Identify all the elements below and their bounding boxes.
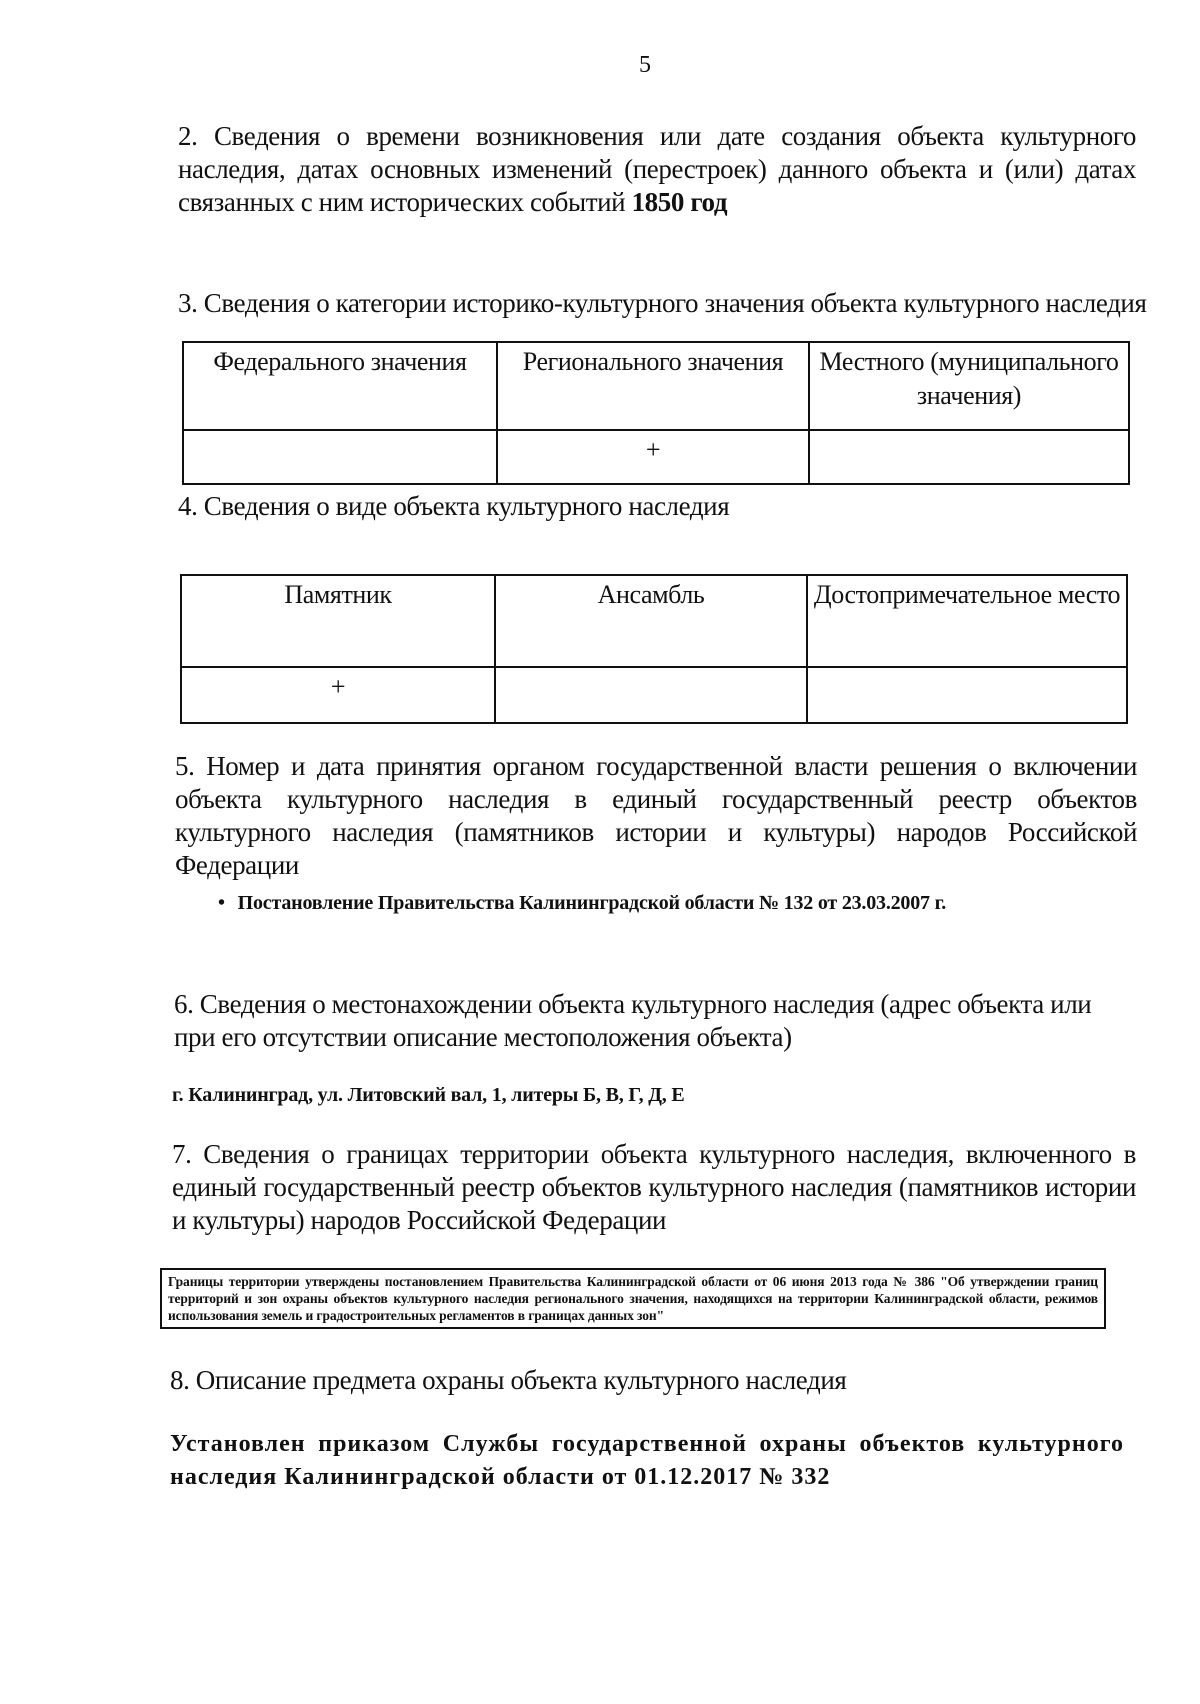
category-header-local: Местного (муниципального значения) [809, 342, 1129, 430]
category-header-regional: Регионального значения [497, 342, 809, 430]
category-header-federal: Федерального значения [183, 342, 497, 430]
category-table [182, 341, 1130, 485]
type-header-ensemble: Ансамбль [495, 575, 807, 667]
decree-line [218, 892, 946, 915]
category-header-row [183, 342, 1129, 430]
section-2-text [178, 120, 1136, 219]
type-value-monument: + [181, 667, 495, 723]
page-number: 5 [639, 52, 651, 78]
section-7-heading: 7. Сведения о границах территории объекта культурного наследия, включенного в единый государственный реестр объектов культурного наследия (памятников истории и культуры) народов Российской Федерации [172, 1139, 1136, 1235]
type-header-landmark: Достопримечательное место [807, 575, 1127, 667]
section-4-heading: 4. Сведения о виде объекта культурного наследия [178, 491, 730, 521]
type-table [180, 574, 1128, 724]
decree-text: Постановление Правительства Калининградской области № 132 от 23.03.2007 г. [237, 892, 947, 914]
section-2-body: 2. Сведения о времени возникновения или дате создания объекта культурного наследия, датах основных изменений (перестроек) данного объекта и (или) датах связанных с ним исторических событий [178, 121, 1136, 217]
category-value-local [809, 430, 1129, 484]
object-address: г. Калининград, ул. Литовский вал, 1, литеры Б, В, Г, Д, Е [172, 1084, 685, 1106]
type-value-ensemble [495, 667, 807, 723]
section-3-heading: 3. Сведения о категории историко-культурного значения объекта культурного наследия [178, 288, 1147, 318]
type-value-row [181, 667, 1127, 723]
category-value-regional: + [497, 430, 809, 484]
type-header-monument: Памятник [181, 575, 495, 667]
boundaries-box: Границы территории утверждены постановлением Правительства Калининградской области от 06 июня 2013 года № 386 "Об утверждении границ территорий и зон охраны объектов культурного наследия регионального значения, находящихся на территории Калининградской области, режимов использования земель и градостроительных регламентов в границах данных зон" [160, 1268, 1106, 1329]
section-2-year: 1850 год [631, 187, 728, 217]
section-8-heading: 8. Описание предмета охраны объекта культурного наследия [170, 1365, 847, 1395]
protection-subject-text: Установлен приказом Службы государственной охраны объектов культурного наследия Калининградской области от 01.12.2017 № 332 [170, 1431, 1124, 1490]
section-5-heading: 5. Номер и дата принятия органом государственной власти решения о включении объекта культурного наследия в единый государственный реестр объектов культурного наследия (памятников истории и культуры) народов Российской Федерации [175, 751, 1137, 880]
type-value-landmark [807, 667, 1127, 723]
category-value-federal [183, 430, 497, 484]
type-header-row [181, 575, 1127, 667]
category-value-row [183, 430, 1129, 484]
bullet-icon: • [218, 892, 225, 914]
section-6-heading: 6. Сведения о местонахождении объекта культурного наследия (адрес объекта или при его отсутствии описание местоположения объекта) [174, 989, 1092, 1052]
